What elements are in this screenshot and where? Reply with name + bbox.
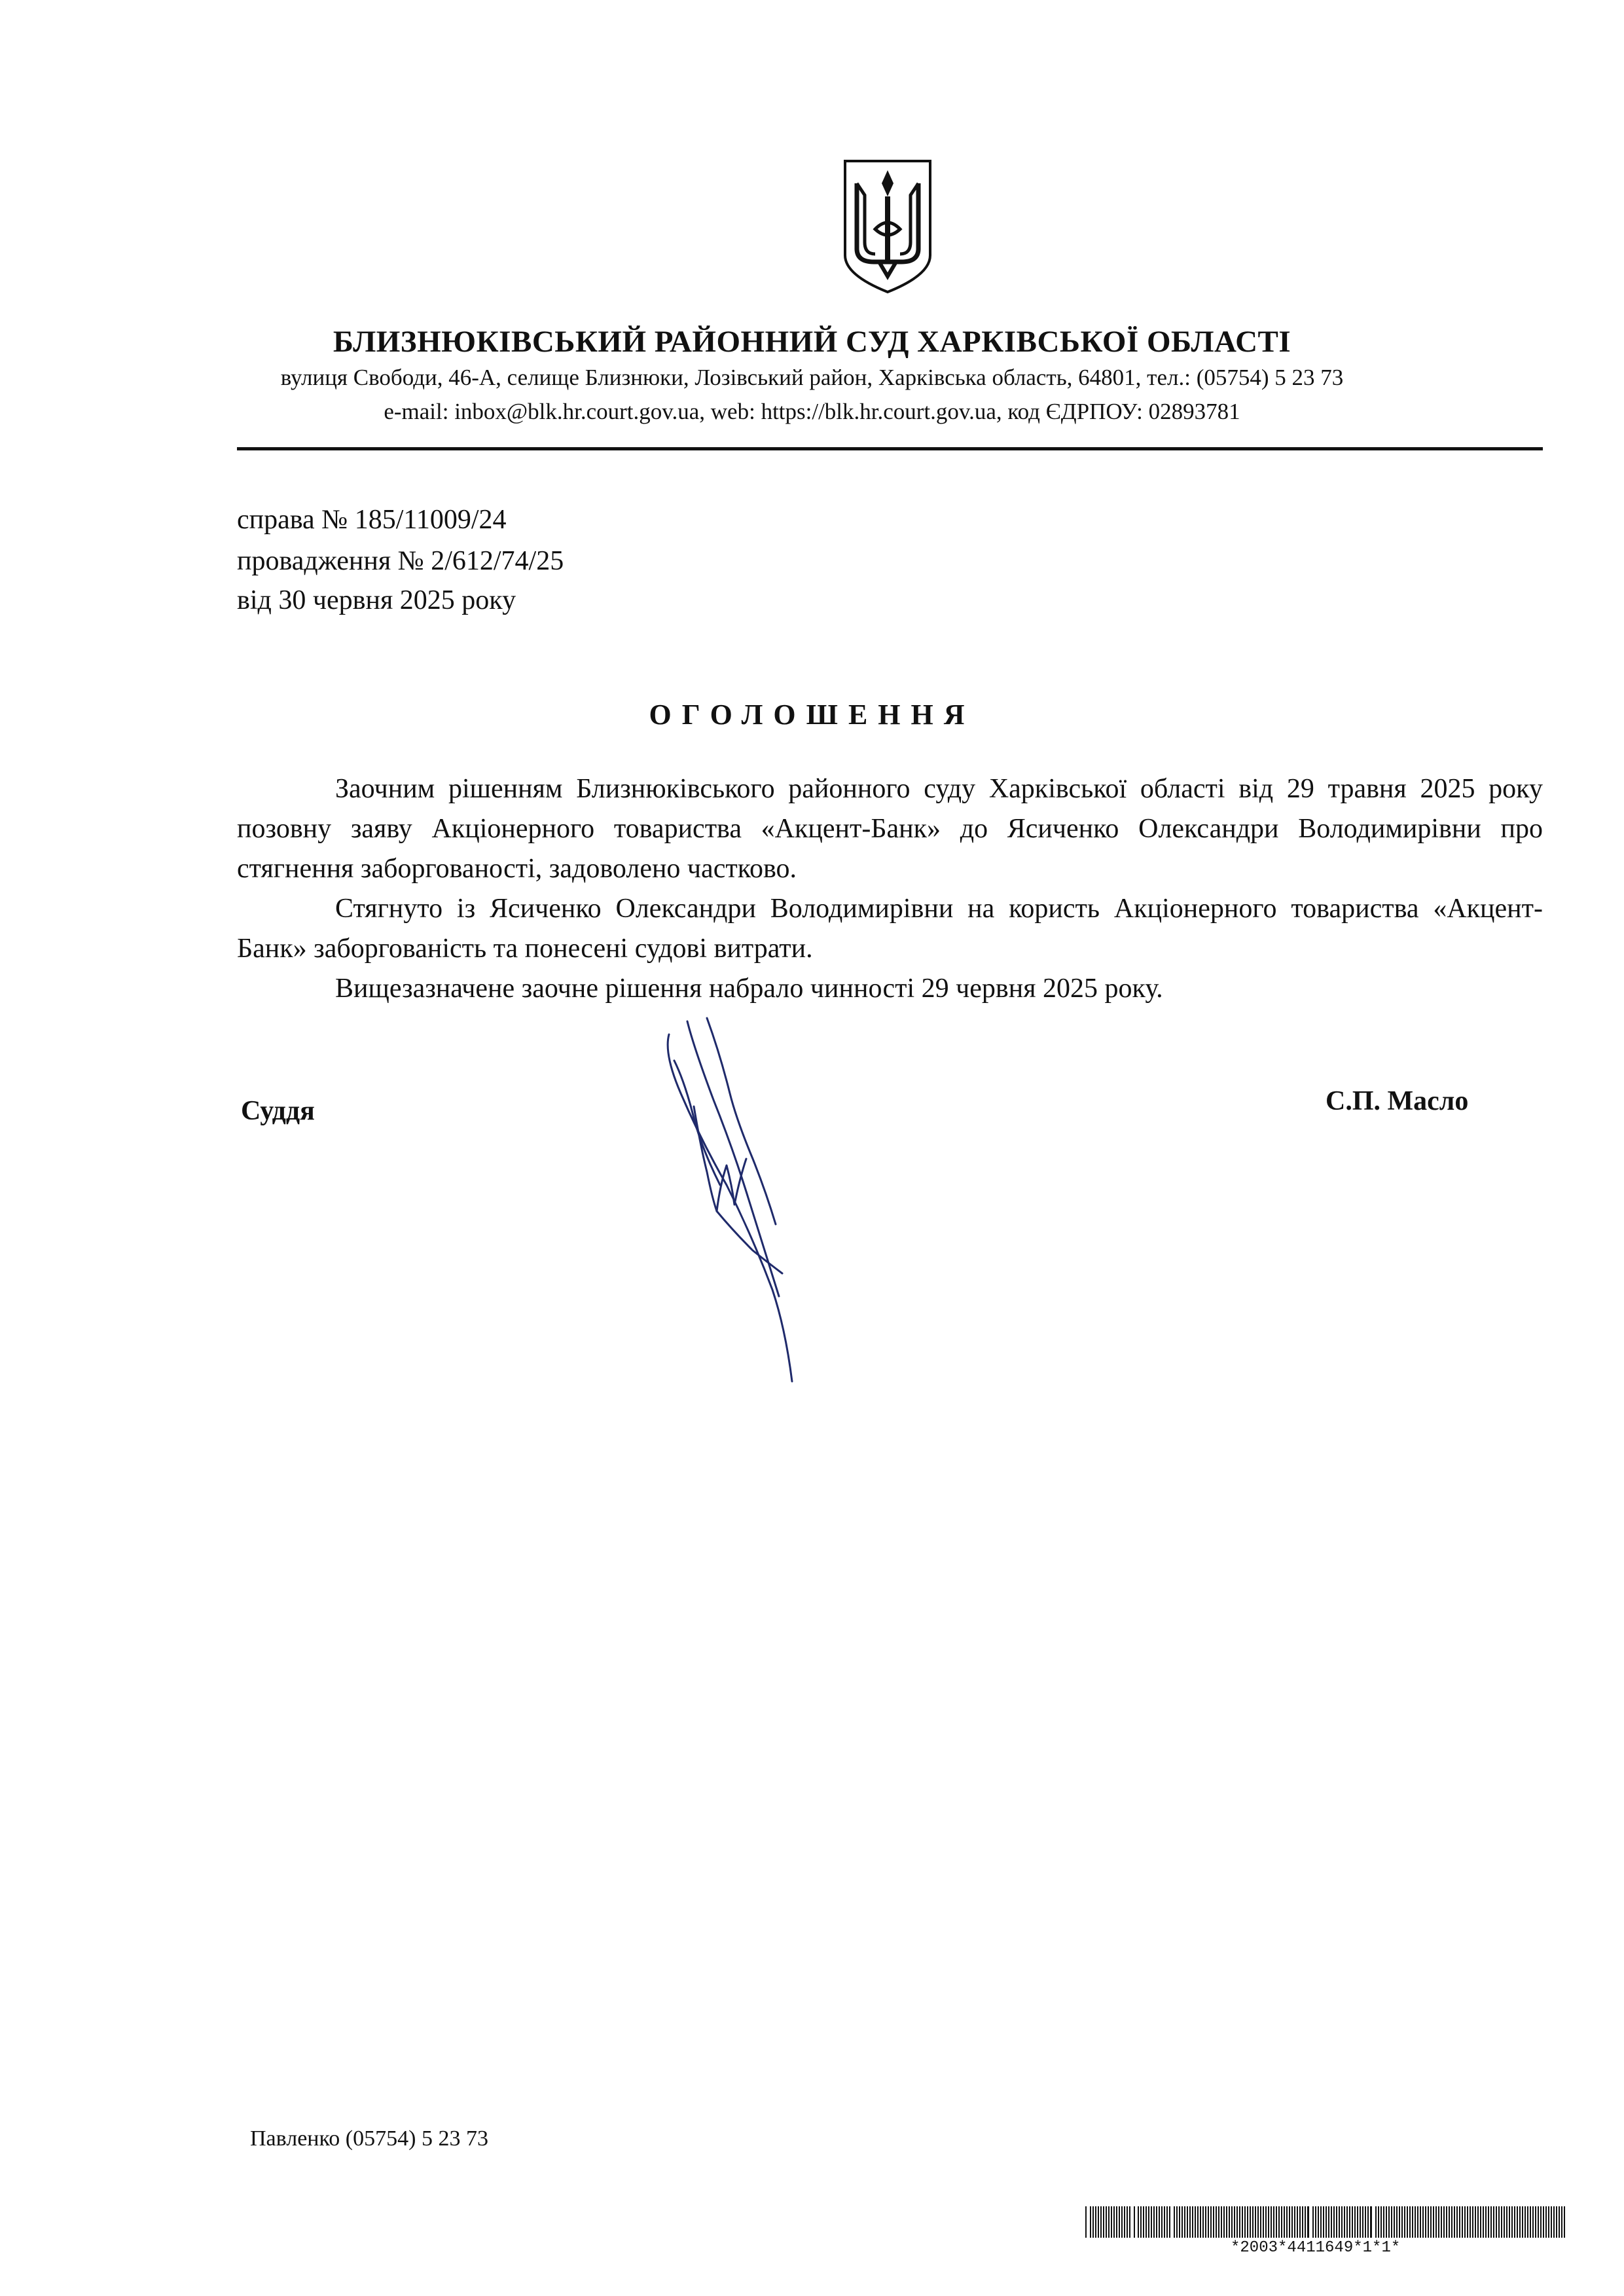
document-date: від 30 червня 2025 року [237,585,516,615]
court-address: вулиця Свободи, 46-А, селище Близнюки, Лозівський район, Харківська область, 64801, тел.: (05754) 5 23 73 [280,365,1344,390]
barcode-icon [1085,2206,1566,2238]
body-paragraph: Стягнуто із Ясиченко Олександри Володимирівни на користь Акціонерного товариства «Акцент-Банк» заборгованість та понесені судові витрати. [237,894,1543,964]
executor-contact: Павленко (05754) 5 23 73 [250,2126,488,2151]
header-divider [237,447,1543,450]
document-body [237,769,1543,1009]
document-title: ОГОЛОШЕННЯ [649,699,975,731]
body-paragraph: Заочним рішенням Близнюківського районного суду Харківської області від 29 травня 2025 року позовну заяву Акціонерного товариства «Акцент-Банк» до Ясиченко Олександри Володимирівни про стягнення заборгованості, задоволено частково. [237,774,1543,884]
body-paragraph: Вищезазначене заочне рішення набрало чинності 29 червня 2025 року. [335,974,1163,1004]
court-name: БЛИЗНЮКІВСЬКИЙ РАЙОННИЙ СУД ХАРКІВСЬКОЇ ОБЛАСТІ [333,325,1291,359]
case-number: справа № 185/11009/24 [237,505,507,535]
judge-label: Суддя [241,1096,315,1126]
proceeding-number: провадження № 2/612/74/25 [237,546,564,576]
judge-name: С.П. Масло [1326,1086,1469,1116]
court-contacts: e-mail: inbox@blk.hr.court.gov.ua, web: https://blk.hr.court.gov.ua, код ЄДРПОУ: 02893781 [384,399,1240,424]
trident-coat-of-arms-icon [841,157,934,295]
handwritten-signature-icon [655,1015,812,1388]
barcode-number: *2003*4411649*1*1* [1231,2239,1401,2257]
